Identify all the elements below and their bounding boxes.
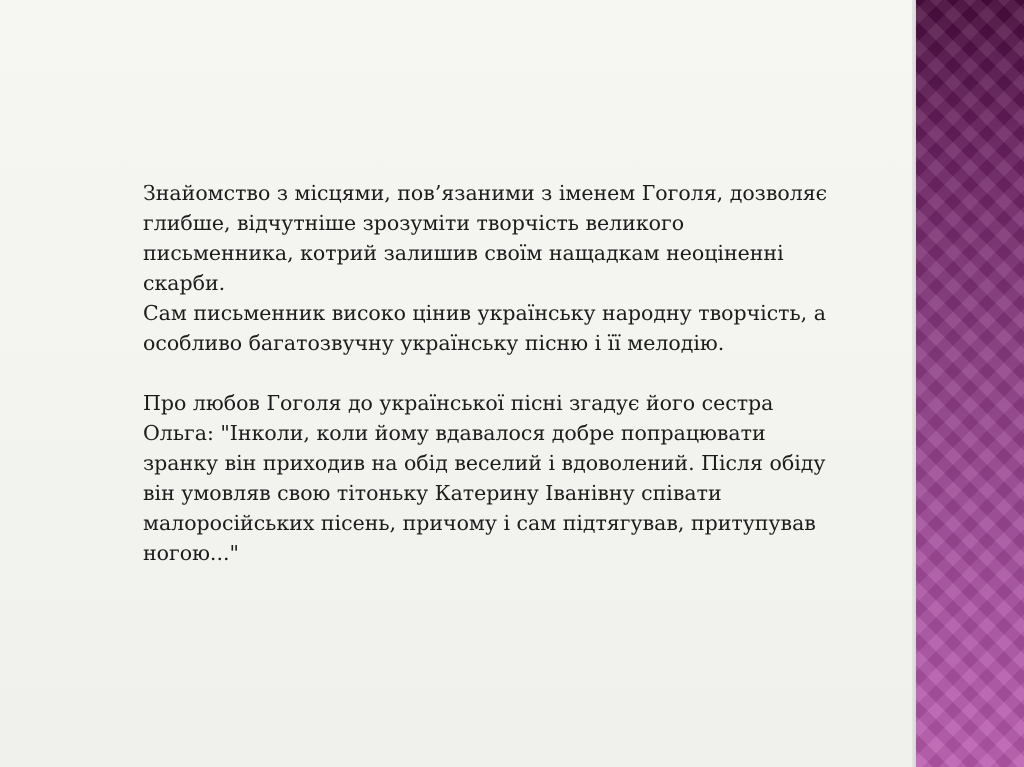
decorative-side-band xyxy=(916,0,1024,767)
paragraph-spacer xyxy=(143,358,883,388)
paragraph-folk-song: Сам письменник високо цінив українську народну творчість, а особливо багатозвучну українську пісню і її мелодію. xyxy=(143,301,826,355)
slide-text-block xyxy=(143,178,883,568)
paragraph-gogol-places: Знайомство з місцями, пов’язаними з іменем Гоголя, дозволяє глибше, відчутніше зрозуміти творчість великого письменника, котрий залишив своїм нащадкам неоціненні скарби. xyxy=(143,181,828,295)
paragraph-sister-olga-quote: Про любов Гоголя до української пісні згадує його сестра Ольга: "Інколи, коли йому вдавалося добре попрацювати зранку він приходив на обід веселий і вдоволений. Після обіду він умовляв свою тітоньку Катерину Іванівну співати малоросійських пісень, причому і сам підтягував, притупував ногою..." xyxy=(143,391,826,565)
